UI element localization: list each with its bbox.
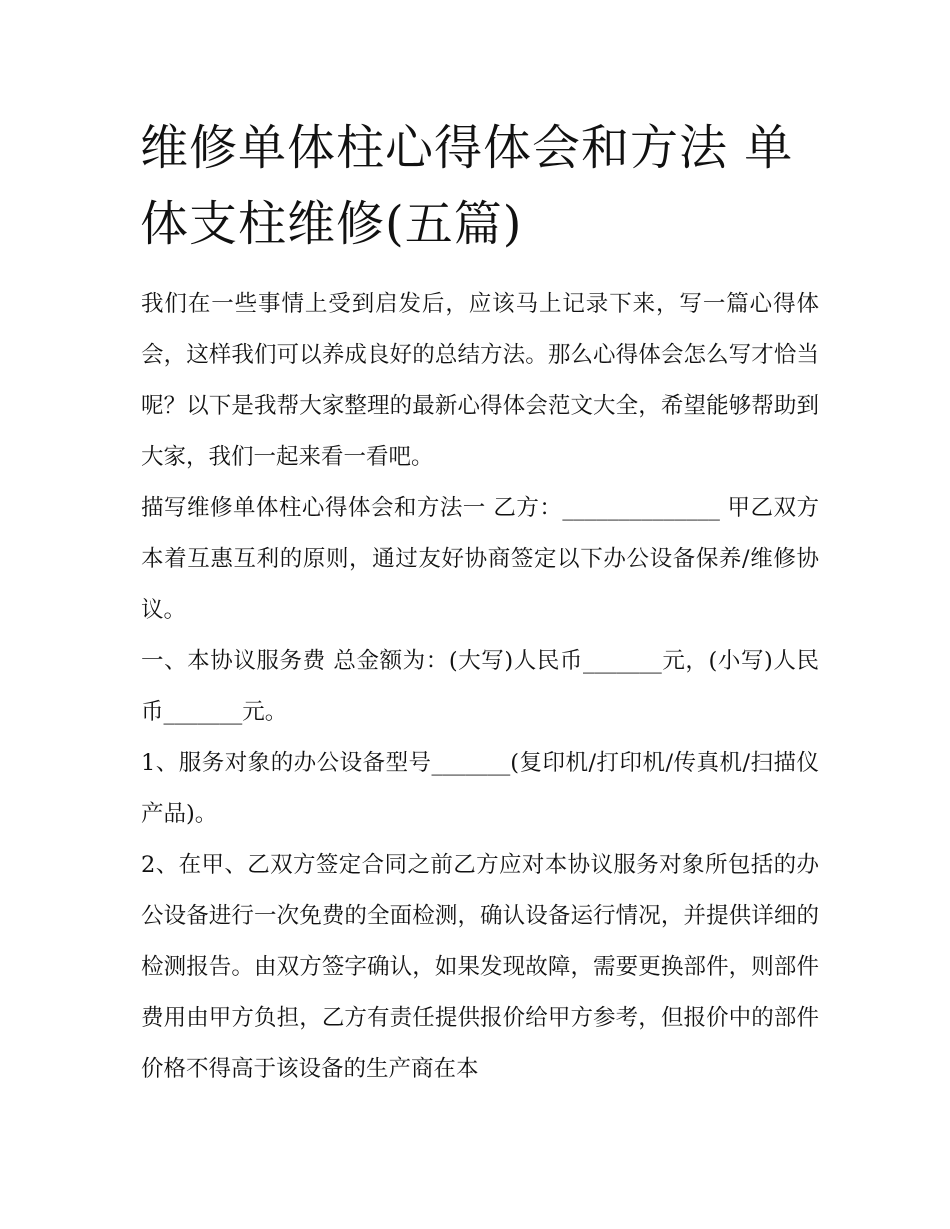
document-title: 维修单体柱心得体会和方法 单体支柱维修(五篇) [140, 120, 794, 252]
equipment-model-paragraph: 1、服务对象的办公设备型号_______(复印机/打印机/传真机/扫描仪产品)。 [141, 750, 819, 827]
inspection-paragraph: 2、在甲、乙双方签定合同之前乙方应对本协议服务对象所包括的办公设备进行一次免费的全面检测，确认设备运行情况，并提供详细的检测报告。由双方签字确认，如果发现故障，需要更换部件，则部件费用由甲方负担，乙方有责任提供报价给甲方参考，但报价中的部件价格不得高于该设备的生产商在本 [141, 852, 819, 1082]
intro-paragraph: 我们在一些事情上受到启发后，应该马上记录下来，写一篇心得体会，这样我们可以养成良好的总结方法。那么心得体会怎么写才恰当呢？以下是我帮大家整理的最新心得体会范文大全，希望能够帮助到大家，我们一起来看一看吧。 [141, 291, 819, 470]
service-fee-paragraph: 一、本协议服务费 总金额为：(大写)人民币_______元，(小写)人民币_______元。 [141, 648, 819, 725]
agreement-opening-paragraph: 描写维修单体柱心得体会和方法一 乙方：______________ 甲乙双方本着互惠互利的原则，通过友好协商签定以下办公设备保养/维修协议。 [141, 495, 819, 623]
document-body [141, 279, 819, 1095]
